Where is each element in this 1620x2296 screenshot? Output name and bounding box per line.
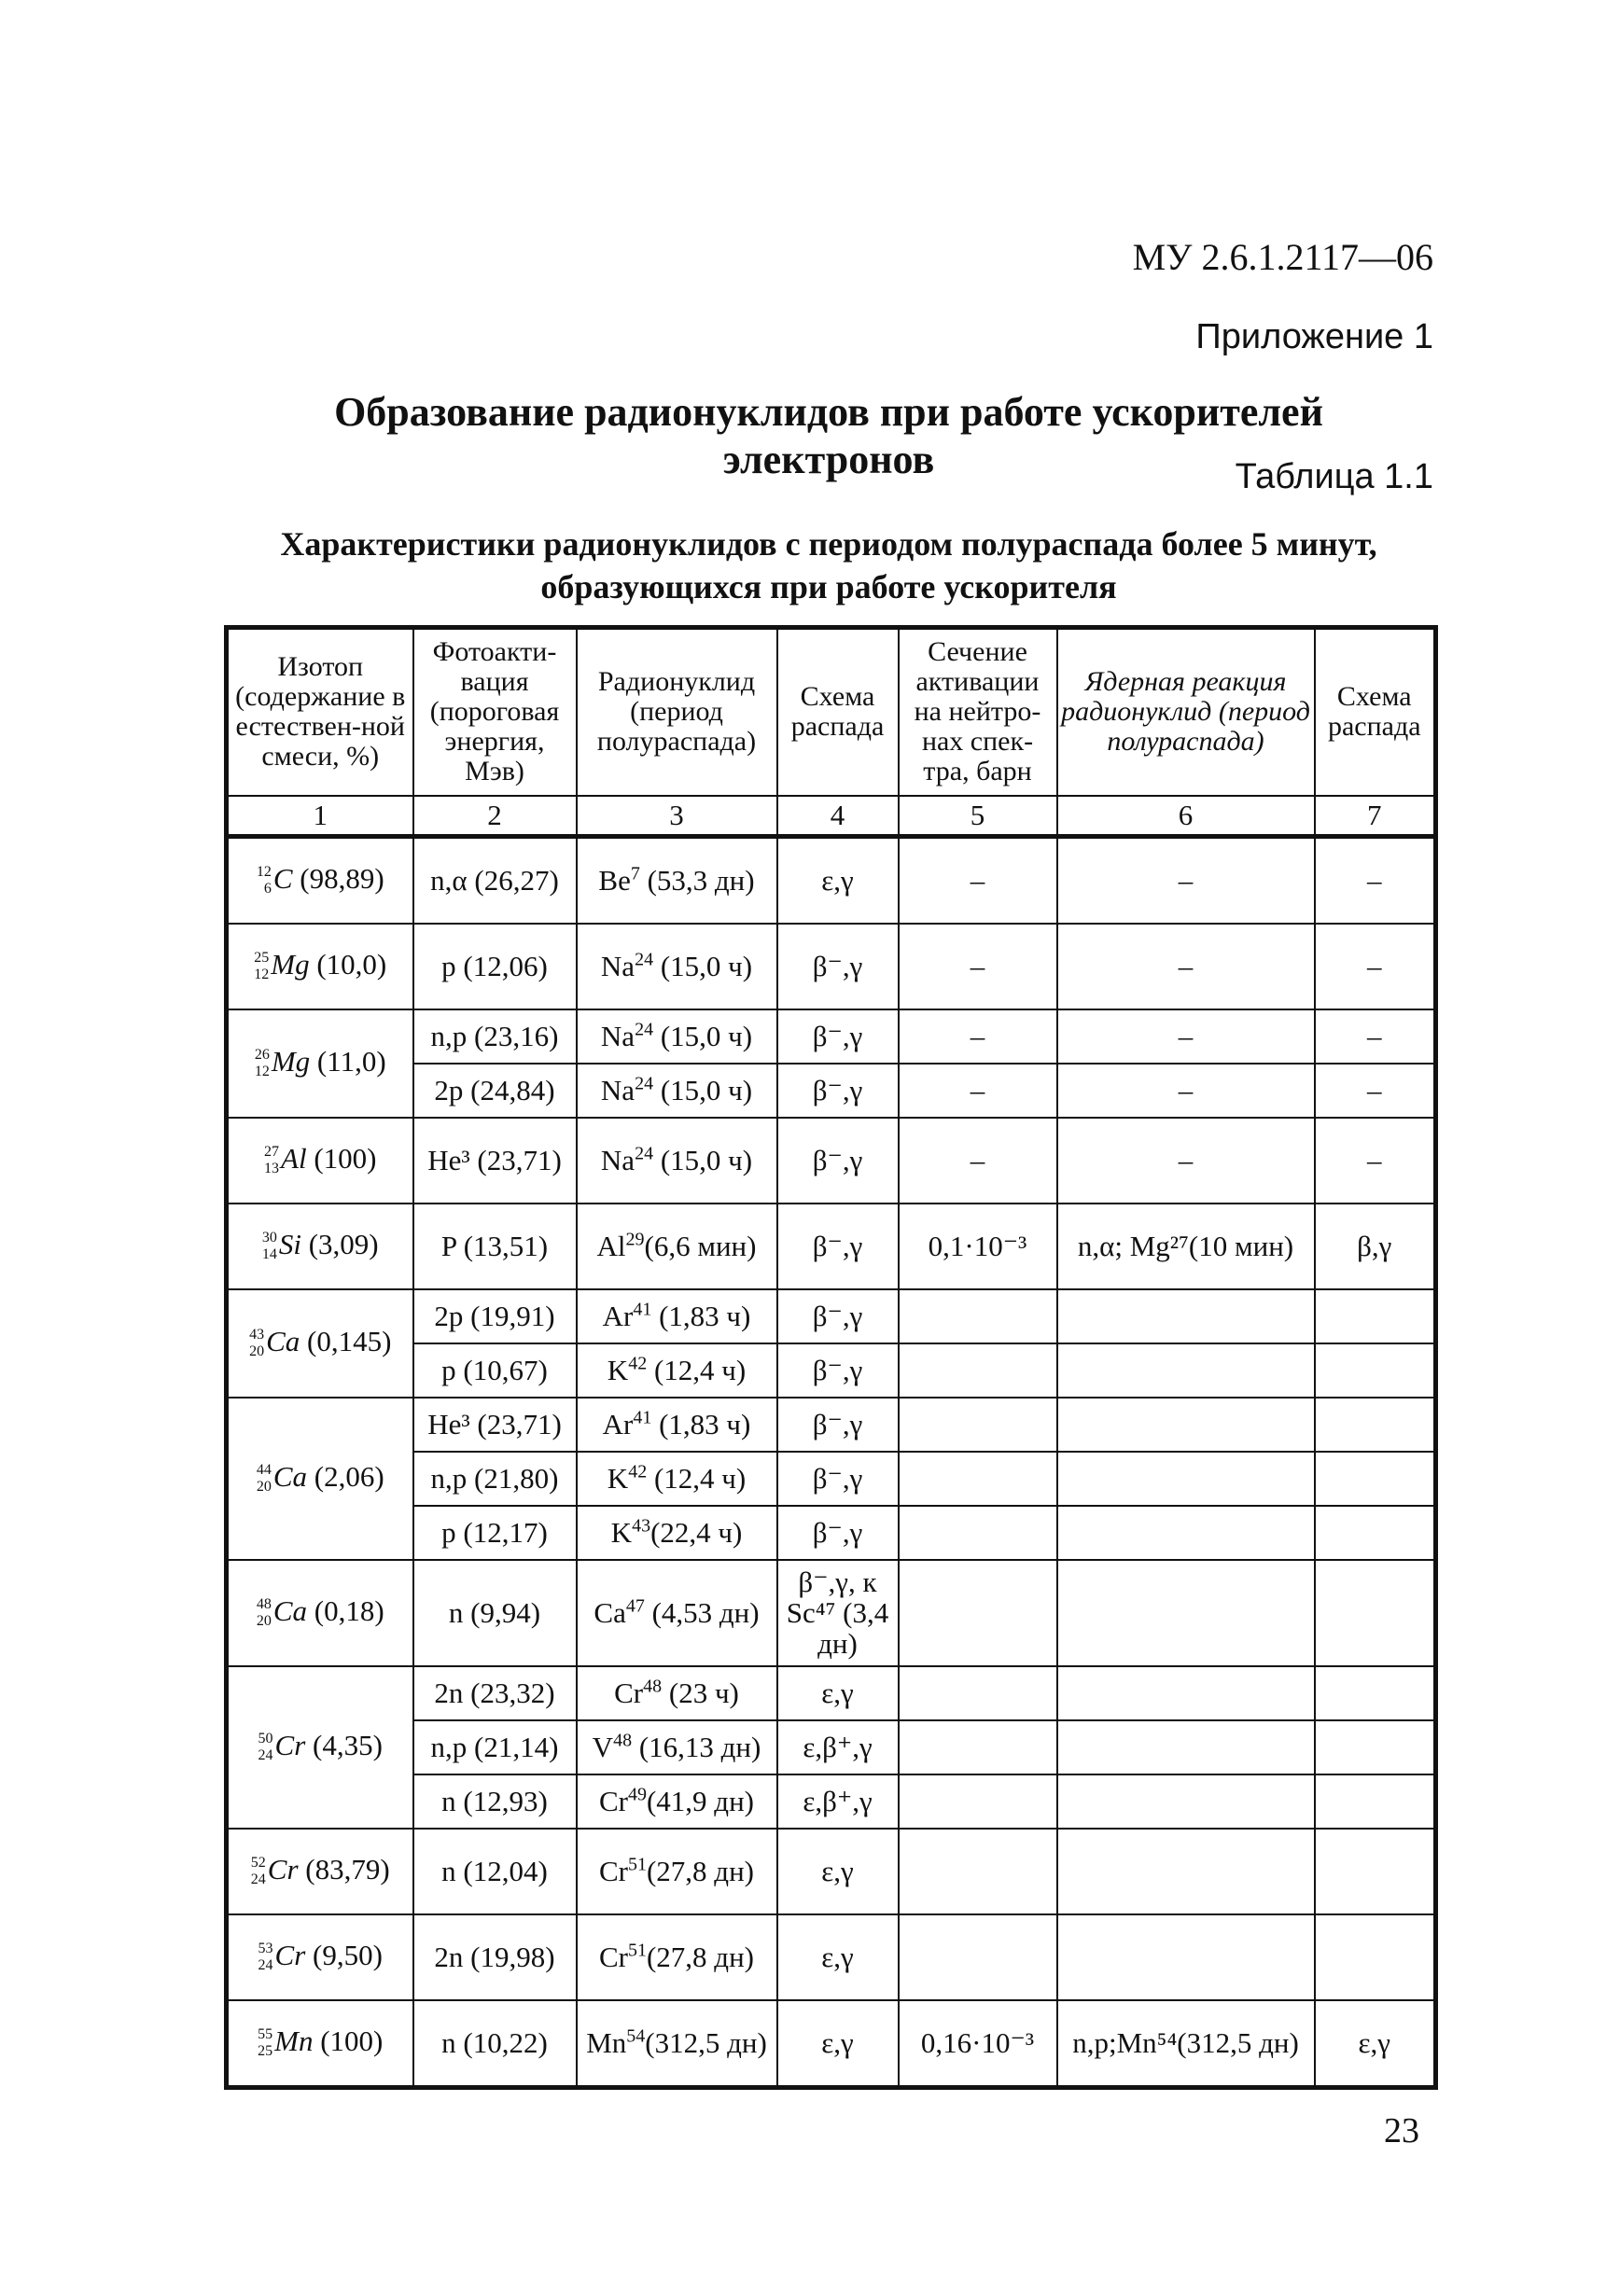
element-symbol: Ca [272, 1459, 308, 1493]
table-title-line: Характеристики радионуклидов с периодом полураспада более 5 минут, [280, 525, 1377, 563]
nuclide-half-life: (6,6 мин) [644, 1230, 757, 1262]
isotope [258, 2024, 384, 2060]
decay-scheme-2-cell: – [1315, 836, 1436, 924]
decay-scheme-2-cell: – [1315, 1118, 1436, 1204]
nuclide-mass: 48 [613, 1730, 633, 1751]
nuclide-symbol: Ar [602, 1408, 634, 1440]
nuclide-mass: 41 [633, 1299, 652, 1320]
radionuclide-cell [577, 2000, 777, 2088]
atomic-number: 13 [264, 1161, 280, 1177]
isotope [258, 1728, 383, 1764]
page-number: 23 [1384, 2111, 1419, 2150]
decay-scheme-2-cell: β,γ [1315, 1204, 1436, 1289]
decay-scheme-cell: β⁻,γ [777, 1118, 899, 1204]
mass-number: 52 [250, 1855, 266, 1872]
cross-section-cell [899, 1666, 1057, 1720]
element-symbol: Mg [271, 947, 310, 981]
nuclide-half-life: (15,0 ч) [653, 950, 753, 982]
mass-number: 55 [258, 2026, 273, 2043]
cross-section-cell [899, 1774, 1057, 1829]
nuclide-mass: 29 [625, 1229, 645, 1250]
appendix-label: Приложение 1 [1195, 317, 1433, 356]
nuclide-half-life: (12,4 ч) [647, 1462, 747, 1495]
element-symbol: Ca [272, 1593, 308, 1627]
decay-scheme-cell: β⁻,γ [777, 1343, 899, 1398]
decay-scheme-cell: ε,γ [777, 2000, 899, 2088]
cross-section-cell: 0,16·10⁻³ [899, 2000, 1057, 2088]
nuclear-reaction-cell [1057, 1914, 1315, 2000]
isotope [249, 1324, 392, 1360]
element-symbol: C [272, 861, 293, 895]
table-row [227, 924, 1436, 1009]
cross-section-cell [899, 1398, 1057, 1452]
decay-scheme-2-cell: – [1315, 1064, 1436, 1118]
nuclide-mass: 48 [643, 1676, 663, 1697]
nuclide-half-life: (16,13 дн) [632, 1731, 761, 1763]
radionuclide-cell [577, 1560, 777, 1666]
nuclear-reaction-cell: – [1057, 924, 1315, 1009]
nuclide-mass: 24 [635, 1019, 654, 1040]
decay-scheme-2-cell [1315, 1452, 1436, 1506]
isotope-content: (10,0) [316, 947, 387, 981]
decay-scheme-cell: β⁻,γ [777, 1064, 899, 1118]
photoactivation-cell: n,α (26,27) [413, 836, 577, 924]
nuclide-mass: 47 [625, 1595, 645, 1617]
isotope-content: (100) [314, 1141, 377, 1175]
photoactivation-cell: He³ (23,71) [413, 1118, 577, 1204]
radionuclide-cell [577, 924, 777, 1009]
radionuclide-cell [577, 1914, 777, 2000]
isotope-content: (11,0) [316, 1044, 386, 1078]
nuclide-symbol: K [607, 1462, 629, 1495]
nuclide-symbol: Cr [598, 1785, 628, 1817]
nuclear-reaction-cell: n,p;Mn⁵⁴(312,5 дн) [1057, 2000, 1315, 2088]
isotope-numbers [249, 1327, 264, 1360]
isotope-numbers [257, 1462, 272, 1496]
decay-scheme-cell: β⁻,γ [777, 1289, 899, 1343]
nuclide-symbol: K [610, 1516, 633, 1549]
photoactivation-cell: n (9,94) [413, 1560, 577, 1666]
table-body [227, 836, 1436, 2087]
photoactivation-cell: n (12,04) [413, 1829, 577, 1914]
isotope-numbers [257, 864, 272, 898]
nuclear-reaction-cell [1057, 1666, 1315, 1720]
radionuclide-cell [577, 1289, 777, 1343]
photoactivation-cell: P (13,51) [413, 1204, 577, 1289]
nuclide-mass: 41 [633, 1407, 652, 1428]
decay-scheme-2-cell [1315, 1829, 1436, 1914]
cross-section-cell [899, 1289, 1057, 1343]
table-row [227, 2000, 1436, 2088]
isotope-cell [227, 1560, 413, 1666]
radionuclide-cell [577, 1666, 777, 1720]
atomic-number: 25 [258, 2043, 273, 2060]
decay-scheme-cell: ε,γ [777, 1829, 899, 1914]
decay-scheme-cell: ε,γ [777, 1914, 899, 2000]
radionuclide-cell [577, 1720, 777, 1774]
nuclide-half-life: (53,3 дн) [639, 864, 755, 897]
isotope-cell [227, 836, 413, 924]
nuclide-mass: 51 [627, 1940, 647, 1961]
radionuclide-cell [577, 1398, 777, 1452]
nuclear-reaction-cell: – [1057, 836, 1315, 924]
nuclide-half-life: (15,0 ч) [653, 1020, 753, 1052]
radionuclide-cell [577, 1829, 777, 1914]
header-nuclear-reaction: Ядерная реакция радионуклид (период полураспада) [1057, 628, 1315, 796]
nuclide-mass: 24 [635, 1073, 654, 1094]
radionuclide-cell [577, 836, 777, 924]
nuclide-symbol: Al [596, 1230, 626, 1262]
header-radionuclide: Радионуклид (период полураспада) [577, 628, 777, 796]
column-number: 1 [227, 796, 413, 837]
table-row [227, 1289, 1436, 1343]
cross-section-cell: – [899, 924, 1057, 1009]
decay-scheme-2-cell [1315, 1914, 1436, 2000]
nuclear-reaction-cell [1057, 1289, 1315, 1343]
isotope-numbers [258, 2026, 272, 2060]
isotope-cell [227, 2000, 413, 2088]
table-row [227, 1118, 1436, 1204]
photoactivation-cell: p (10,67) [413, 1343, 577, 1398]
nuclide-half-life: (1,83 ч) [651, 1300, 751, 1332]
decay-scheme-2-cell [1315, 1289, 1436, 1343]
isotope-numbers [255, 1047, 270, 1080]
decay-scheme-2-cell [1315, 1720, 1436, 1774]
isotope [251, 1853, 390, 1886]
nuclide-mass: 24 [635, 949, 654, 970]
table-row [227, 1666, 1436, 1720]
isotope-numbers [264, 1144, 279, 1177]
nuclide-symbol: Na [600, 950, 635, 982]
decay-scheme-2-cell: – [1315, 1009, 1436, 1064]
element-symbol: Mn [274, 2024, 314, 2057]
isotope-content: (83,79) [305, 1852, 390, 1886]
decay-scheme-cell: β⁻,γ [777, 1204, 899, 1289]
radionuclide-table [224, 625, 1438, 2090]
photoactivation-cell: n,p (23,16) [413, 1009, 577, 1064]
nuclear-reaction-cell [1057, 1506, 1315, 1560]
decay-scheme-cell: β⁻,γ [777, 924, 899, 1009]
nuclear-reaction-cell: – [1057, 1009, 1315, 1064]
decay-scheme-2-cell [1315, 1666, 1436, 1720]
table-row [227, 836, 1436, 924]
isotope-content: (98,89) [300, 861, 384, 895]
column-number: 5 [899, 796, 1057, 837]
photoactivation-cell: 2n (19,98) [413, 1914, 577, 2000]
element-symbol: Cr [267, 1852, 299, 1886]
nuclide-half-life: (1,83 ч) [651, 1408, 751, 1440]
nuclear-reaction-cell: – [1057, 1118, 1315, 1204]
decay-scheme-cell: ε,β⁺,γ [777, 1720, 899, 1774]
nuclear-reaction-cell [1057, 1452, 1315, 1506]
isotope-cell [227, 924, 413, 1009]
nuclide-mass: 7 [630, 863, 640, 884]
atomic-number: 6 [263, 881, 272, 898]
isotope-numbers [262, 1230, 277, 1263]
decay-scheme-cell: β⁻,γ [777, 1009, 899, 1064]
mass-number: 27 [264, 1144, 280, 1161]
cross-section-cell [899, 1506, 1057, 1560]
radionuclide-cell [577, 1064, 777, 1118]
nuclide-mass: 42 [628, 1461, 648, 1482]
nuclide-symbol: Mn [586, 2026, 627, 2059]
atomic-number: 12 [254, 967, 270, 983]
atomic-number: 20 [256, 1479, 272, 1496]
header-isotope: Изотоп (содержание в естествен-ной смеси, %) [227, 628, 413, 796]
decay-scheme-2-cell [1315, 1774, 1436, 1829]
column-number: 6 [1057, 796, 1315, 837]
table-row [227, 1398, 1436, 1452]
cross-section-cell [899, 1720, 1057, 1774]
table-row [227, 1829, 1436, 1914]
page-title: Образование радионуклидов при работе ускорителей электронов [334, 389, 1323, 482]
photoactivation-cell: n (12,93) [413, 1774, 577, 1829]
nuclide-mass: 24 [635, 1143, 654, 1164]
header-photoactivation: Фотоакти-вация (пороговая энергия, Мэв) [413, 628, 577, 796]
mass-number: 50 [258, 1731, 273, 1747]
nuclide-symbol: Na [600, 1144, 635, 1176]
column-number: 7 [1315, 796, 1436, 837]
photoactivation-cell: He³ (23,71) [413, 1398, 577, 1452]
decay-scheme-cell: ε,γ [777, 836, 899, 924]
mass-number: 44 [256, 1462, 272, 1479]
element-symbol: Cr [274, 1728, 306, 1761]
cross-section-cell [899, 1829, 1057, 1914]
isotope-content: (100) [320, 2024, 384, 2057]
nuclide-symbol: Cr [598, 1941, 628, 1973]
atomic-number: 12 [254, 1064, 270, 1080]
radionuclide-cell [577, 1009, 777, 1064]
isotope [255, 1045, 386, 1078]
decay-scheme-2-cell [1315, 1398, 1436, 1452]
photoactivation-cell: 2n (23,32) [413, 1666, 577, 1720]
photoactivation-cell: n (10,22) [413, 2000, 577, 2088]
isotope [258, 1938, 383, 1974]
cross-section-cell [899, 1343, 1057, 1398]
nuclide-half-life: (312,5 дн) [645, 2026, 767, 2059]
mass-number: 30 [261, 1230, 277, 1246]
photoactivation-cell: 2p (24,84) [413, 1064, 577, 1118]
radionuclide-cell [577, 1506, 777, 1560]
radionuclide-cell [577, 1343, 777, 1398]
isotope [256, 1459, 384, 1496]
photoactivation-cell: n,p (21,14) [413, 1720, 577, 1774]
isotope-cell [227, 1914, 413, 2000]
isotope-content: (4,35) [313, 1728, 383, 1761]
isotope-content: (0,18) [314, 1593, 384, 1627]
nuclide-symbol: Na [600, 1020, 635, 1052]
nuclear-reaction-cell: – [1057, 1064, 1315, 1118]
cross-section-cell: – [899, 836, 1057, 924]
photoactivation-cell: p (12,17) [413, 1506, 577, 1560]
decay-scheme-cell: ε,γ [777, 1666, 899, 1720]
isotope [264, 1142, 376, 1175]
nuclear-reaction-cell [1057, 1829, 1315, 1914]
isotope-cell [227, 1204, 413, 1289]
atomic-number: 24 [258, 1957, 273, 1974]
decay-scheme-2-cell [1315, 1560, 1436, 1666]
element-symbol: Al [281, 1141, 307, 1175]
table-row [227, 1009, 1436, 1064]
isotope-numbers [257, 1596, 272, 1630]
nuclide-symbol: Cr [598, 1855, 628, 1887]
photoactivation-cell: p (12,06) [413, 924, 577, 1009]
cross-section-cell: – [899, 1118, 1057, 1204]
cross-section-cell: 0,1·10⁻³ [899, 1204, 1057, 1289]
column-number: 3 [577, 796, 777, 837]
isotope-numbers [258, 1731, 273, 1764]
nuclide-half-life: (27,8 дн) [646, 1941, 754, 1973]
header-decay-scheme-2: Схема распада [1315, 628, 1436, 796]
document-code: МУ 2.6.1.2117—06 [1132, 236, 1433, 278]
cross-section-cell [899, 1914, 1057, 2000]
isotope-numbers [254, 950, 269, 983]
nuclear-reaction-cell [1057, 1720, 1315, 1774]
cross-section-cell: – [899, 1009, 1057, 1064]
nuclide-symbol: Cr [614, 1677, 644, 1709]
nuclide-half-life: (27,8 дн) [646, 1855, 754, 1887]
isotope-content: (9,50) [313, 1938, 383, 1971]
decay-scheme-2-cell: – [1315, 924, 1436, 1009]
isotope-cell [227, 1398, 413, 1560]
atomic-number: 20 [256, 1613, 272, 1630]
decay-scheme-2-cell [1315, 1506, 1436, 1560]
isotope-cell [227, 1829, 413, 1914]
isotope [256, 1593, 384, 1630]
decay-scheme-cell: β⁻,γ [777, 1506, 899, 1560]
atomic-number: 24 [250, 1872, 266, 1888]
header-cross-section: Сечение активации на нейтро-нах спек-тра, барн [899, 628, 1057, 796]
nuclide-half-life: (15,0 ч) [653, 1144, 753, 1176]
nuclear-reaction-cell [1057, 1560, 1315, 1666]
isotope [254, 948, 386, 981]
nuclide-half-life: (12,4 ч) [647, 1354, 747, 1386]
nuclear-reaction-cell [1057, 1398, 1315, 1452]
nuclide-mass: 42 [628, 1353, 648, 1374]
decay-scheme-cell: β⁻,γ, к Sc⁴⁷ (3,4 дн) [777, 1560, 899, 1666]
nuclide-half-life: (22,4 ч) [650, 1516, 743, 1549]
radionuclide-cell [577, 1452, 777, 1506]
isotope-cell [227, 1009, 413, 1118]
isotope-numbers [251, 1855, 266, 1888]
header-decay-scheme: Схема распада [777, 628, 899, 796]
decay-scheme-cell: β⁻,γ [777, 1452, 899, 1506]
table-title-line: образующихся при работе ускорителя [540, 568, 1117, 605]
element-symbol: Cr [274, 1938, 306, 1971]
nuclide-symbol: Be [598, 864, 631, 897]
element-symbol: Ca [266, 1324, 300, 1357]
nuclide-mass: 54 [626, 2025, 646, 2047]
nuclide-half-life: (15,0 ч) [653, 1074, 753, 1106]
mass-number: 53 [258, 1941, 273, 1957]
isotope [261, 1227, 379, 1263]
table-row [227, 1204, 1436, 1289]
nuclear-reaction-cell [1057, 1343, 1315, 1398]
table-row [227, 1914, 1436, 2000]
decay-scheme-cell: β⁻,γ [777, 1398, 899, 1452]
table-row [227, 1560, 1436, 1666]
table-title [224, 522, 1433, 608]
mass-number: 12 [256, 864, 272, 881]
mass-number: 43 [249, 1327, 265, 1343]
nuclide-half-life: (23 ч) [662, 1677, 739, 1709]
decay-scheme-cell: ε,β⁺,γ [777, 1774, 899, 1829]
nuclide-symbol: V [592, 1731, 614, 1763]
atomic-number: 20 [249, 1343, 265, 1360]
isotope-content: (2,06) [314, 1459, 384, 1493]
nuclear-reaction-cell: n,α; Mg²⁷(10 мин) [1057, 1204, 1315, 1289]
decay-scheme-2-cell: ε,γ [1315, 2000, 1436, 2088]
mass-number: 26 [254, 1047, 270, 1064]
isotope-cell [227, 1666, 413, 1829]
photoactivation-cell: 2p (19,91) [413, 1289, 577, 1343]
atomic-number: 24 [258, 1747, 273, 1764]
nuclide-symbol: Ar [602, 1300, 634, 1332]
radionuclide-cell [577, 1118, 777, 1204]
nuclear-reaction-cell [1057, 1774, 1315, 1829]
atomic-number: 14 [261, 1246, 277, 1263]
nuclide-mass: 43 [632, 1515, 651, 1537]
photoactivation-cell: n,p (21,80) [413, 1452, 577, 1506]
cross-section-cell [899, 1452, 1057, 1506]
nuclide-symbol: Na [600, 1074, 635, 1106]
radionuclide-cell [577, 1204, 777, 1289]
column-number: 2 [413, 796, 577, 837]
isotope-cell [227, 1289, 413, 1398]
isotope-content: (0,145) [307, 1324, 392, 1357]
isotope-numbers [258, 1941, 273, 1974]
isotope [256, 861, 384, 898]
nuclide-half-life: (4,53 дн) [644, 1596, 760, 1629]
isotope-content: (3,09) [308, 1227, 379, 1260]
nuclide-mass: 51 [627, 1854, 647, 1875]
mass-number: 25 [254, 950, 270, 967]
radionuclide-cell [577, 1774, 777, 1829]
element-symbol: Si [278, 1227, 301, 1260]
isotope-cell [227, 1118, 413, 1204]
cross-section-cell: – [899, 1064, 1057, 1118]
nuclide-symbol: K [607, 1354, 629, 1386]
element-symbol: Mg [271, 1044, 311, 1078]
mass-number: 48 [256, 1596, 272, 1613]
nuclide-mass: 49 [627, 1784, 647, 1805]
table-number: Таблица 1.1 [1235, 457, 1433, 496]
cross-section-cell [899, 1560, 1057, 1666]
nuclide-symbol: Ca [594, 1596, 626, 1629]
nuclide-half-life: (41,9 дн) [646, 1785, 754, 1817]
decay-scheme-2-cell [1315, 1343, 1436, 1398]
column-number: 4 [777, 796, 899, 837]
